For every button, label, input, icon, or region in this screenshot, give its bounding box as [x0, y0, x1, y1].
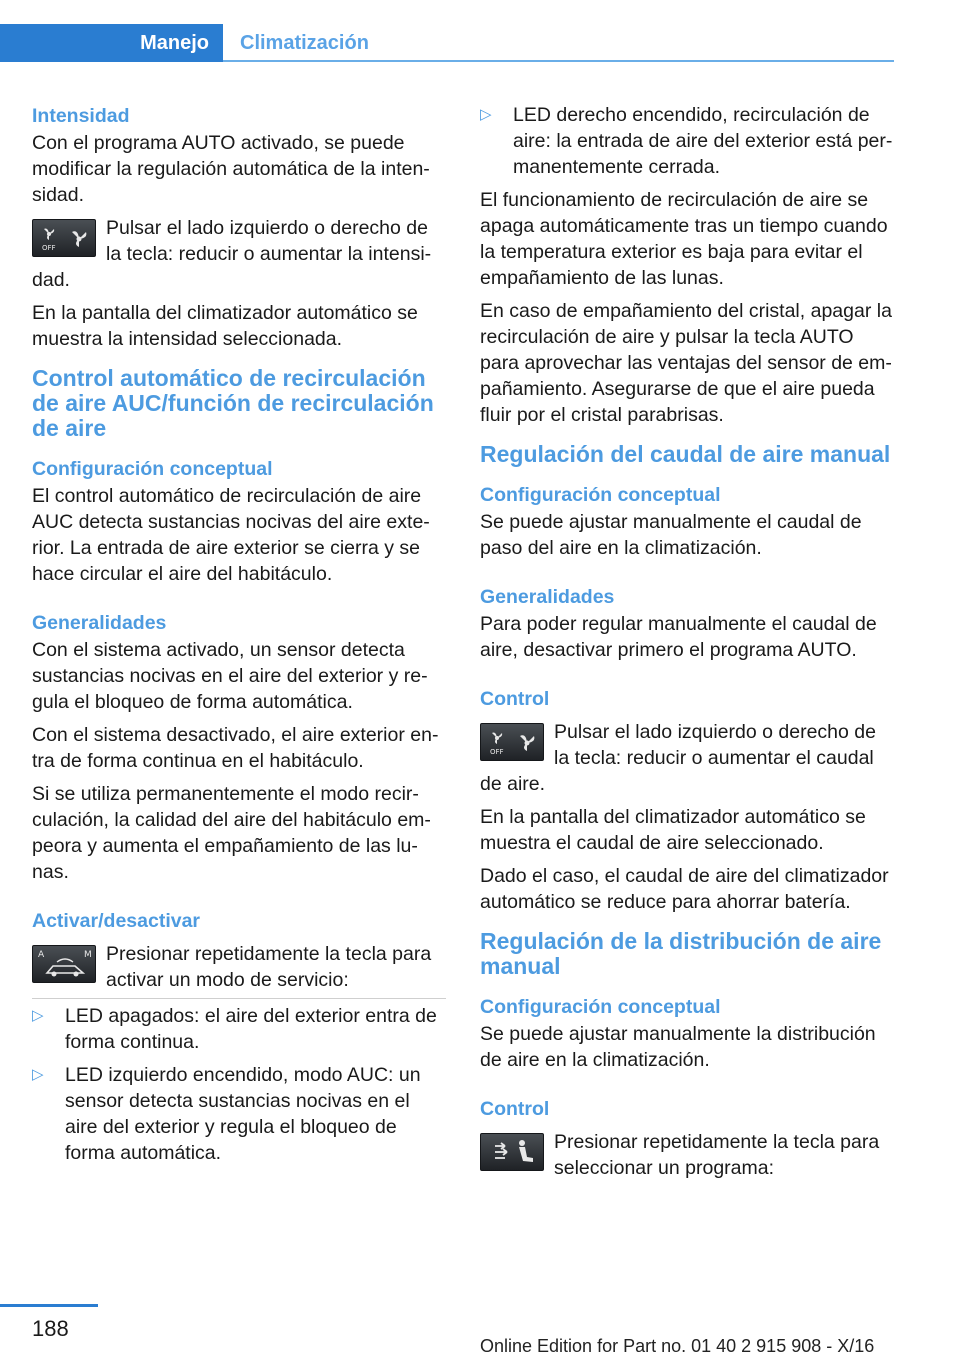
list-item: ▷ LED apagados: el aire del exterior entra de forma continua.	[32, 1005, 437, 1053]
right-column	[480, 102, 894, 1188]
auc-key-block	[32, 941, 446, 993]
auc-general-heading: Generalidades	[32, 612, 167, 634]
flow-concept-heading: Configuración conceptual	[480, 484, 721, 506]
edition-text	[480, 1336, 874, 1357]
flow-key-block	[480, 719, 894, 797]
auc-concept-heading: Configuración conceptual	[32, 458, 273, 480]
distribution-key-text: Presionar repetidamente la tecla para seleccionar un programa:	[554, 1131, 880, 1179]
triangle-bullet-icon: ▷	[32, 1007, 44, 1024]
intensity-key-block	[32, 215, 446, 293]
distribution-key-block	[480, 1129, 894, 1181]
fan-off-key-icon	[32, 219, 96, 257]
page-number: 188	[32, 1316, 69, 1341]
auc-toggle-heading: Activar/desactivar	[32, 910, 201, 932]
auc-general-paragraph-2: Con el sistema desactivado, el aire exterior en‐tra de forma continua en el habitáculo.	[32, 724, 439, 772]
flow-control-heading: Control	[480, 688, 550, 710]
header-rule	[223, 60, 894, 62]
intensity-key-text: Pulsar el lado izquierdo o derecho de la tecla: reducir o aumentar la intensi‐dad.	[32, 217, 432, 291]
air-distribution-key-icon	[480, 1133, 544, 1171]
chapter-tab[interactable]: Manejo	[0, 24, 223, 62]
intensity-heading: Intensidad	[32, 105, 130, 127]
auc-mode-list-continued	[480, 102, 894, 180]
svg-text:OFF: OFF	[490, 748, 504, 756]
list-item: ▷ LED derecho encendido, recirculación de aire: la entrada de aire del exterior está per‐manentemente cerrada.	[480, 104, 893, 178]
flow-concept-paragraph: Se puede ajustar manualmente el caudal de paso del aire en la climatización.	[480, 511, 862, 559]
auc-heading: Control automático de recirculación de aire AUC/función de recirculación de aire	[32, 365, 434, 441]
footer-rule	[0, 1304, 98, 1307]
section-tab[interactable]: Climatización	[240, 32, 369, 54]
intensity-display-paragraph: En la pantalla del climatizador automático se muestra la intensidad seleccionada.	[32, 302, 418, 350]
recirc-paragraph-2: En caso de empañamiento del cristal, apagar la recirculación de aire y pulsar la tecla AUTO para aprovechar las ventajas del sensor de em‐pañamiento. Asegurarse de que el aire pueda fluir por el cristal parabrisas.	[480, 300, 892, 426]
recirculation-key-icon	[32, 945, 96, 983]
auc-key-text: Presionar repetidamente la tecla para activar un modo de servicio:	[106, 943, 432, 991]
flow-general-heading: Generalidades	[480, 586, 615, 608]
auc-general-paragraph-1: Con el sistema activado, un sensor detecta sustancias nocivas en el aire del exterior y re‐gula el bloqueo de forma automática.	[32, 639, 428, 713]
auc-mode-list	[32, 1003, 446, 1166]
page-header	[0, 24, 894, 62]
flow-key-text: Pulsar el lado izquierdo o derecho de la tecla: reducir o aumentar el caudal de aire.	[480, 721, 876, 795]
svg-text:M: M	[84, 950, 92, 960]
triangle-bullet-icon: ▷	[32, 1066, 44, 1083]
auc-concept-paragraph: El control automático de recirculación de aire AUC detecta sustancias nocivas del aire exte‐rior. La entrada de aire exterior se cierra y se hace circular el aire del habitáculo.	[32, 485, 430, 585]
distribution-heading: Regulación de la distribución de aire manual	[480, 928, 882, 979]
recirc-paragraph-1: El funcionamiento de recirculación de aire se apaga automáticamente tras un tiempo cuando la temperatura exterior es baja para evitar el empañamiento de las lunas.	[480, 189, 888, 289]
edition-label: Online Edition for Part no. 01 40 2 915 908 - X/16	[480, 1336, 875, 1356]
svg-text:OFF: OFF	[42, 244, 56, 252]
auc-general-paragraph-3: Si se utiliza permanentemente el modo recir‐culación, la calidad del aire del habitáculo em‐peora y aumenta el empañamiento de las lu‐nas.	[32, 783, 431, 883]
distribution-concept-paragraph: Se puede ajustar manualmente la distribución de aire en la climatización.	[480, 1023, 876, 1071]
fan-off-key-icon	[480, 723, 544, 761]
intensity-paragraph: Con el programa AUTO activado, se puede modificar la regulación automática de la inten‐sidad.	[32, 132, 430, 206]
list-top-divider	[32, 998, 446, 999]
triangle-bullet-icon: ▷	[480, 106, 492, 123]
flow-general-paragraph: Para poder regular manualmente el caudal de aire, desactivar primero el programa AUTO.	[480, 613, 877, 661]
list-item: ▷ LED izquierdo encendido, modo AUC: un sensor detecta sustancias nocivas en el aire del exterior y regula el bloqueo de forma automática.	[32, 1064, 421, 1164]
distribution-control-heading: Control	[480, 1098, 550, 1120]
flow-paragraph-1: En la pantalla del climatizador automático se muestra el caudal de aire seleccionado.	[480, 806, 866, 854]
svg-text:A: A	[38, 950, 45, 960]
distribution-concept-heading: Configuración conceptual	[480, 996, 721, 1018]
flow-heading: Regulación del caudal de aire manual	[480, 441, 891, 467]
flow-paragraph-2: Dado el caso, el caudal de aire del climatizador automático se reduce para ahorrar batería.	[480, 865, 889, 913]
left-column	[32, 102, 446, 1173]
